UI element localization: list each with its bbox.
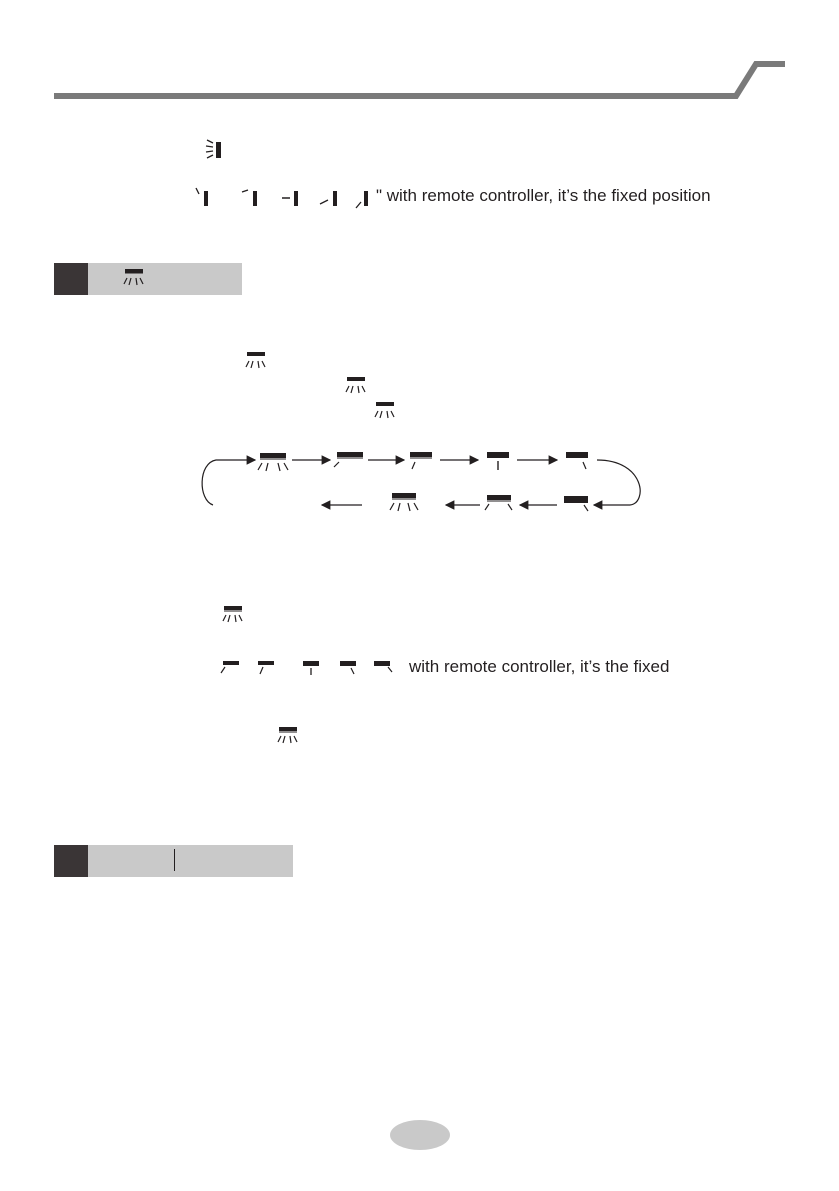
fixed-position-text-2: with remote controller, it’s the fixed bbox=[409, 657, 670, 676]
louver-horizontal-positions bbox=[220, 659, 400, 681]
vertical-swing-icon bbox=[204, 139, 224, 161]
horizontal-swing-icon bbox=[221, 606, 247, 626]
horizontal-swing-icon bbox=[373, 402, 399, 422]
page-number-oval bbox=[390, 1120, 450, 1150]
louver-position-all-return bbox=[390, 493, 418, 511]
louver-position-4 bbox=[566, 452, 588, 469]
horizontal-swing-icon bbox=[122, 269, 148, 289]
swing-cycle-diagram bbox=[200, 445, 660, 525]
section-tab-divider bbox=[174, 849, 175, 871]
louver-position-extreme bbox=[485, 495, 512, 510]
section-tab-marker bbox=[54, 263, 88, 295]
louver-position-1 bbox=[334, 452, 363, 467]
louver-vertical-positions bbox=[196, 186, 376, 210]
horizontal-swing-icon bbox=[344, 377, 370, 397]
section-tab-bar bbox=[88, 845, 293, 877]
louver-position-3 bbox=[487, 452, 509, 470]
fixed-position-text-1: " with remote controller, it’s the fixed position bbox=[376, 186, 711, 205]
header-rule bbox=[0, 0, 839, 110]
section-tab-bar bbox=[88, 263, 242, 295]
louver-position-all bbox=[258, 453, 288, 471]
louver-position-2 bbox=[410, 452, 432, 469]
louver-position-5 bbox=[564, 496, 588, 511]
horizontal-swing-icon bbox=[276, 727, 302, 747]
section-tab-marker bbox=[54, 845, 88, 877]
horizontal-swing-icon bbox=[244, 352, 270, 372]
